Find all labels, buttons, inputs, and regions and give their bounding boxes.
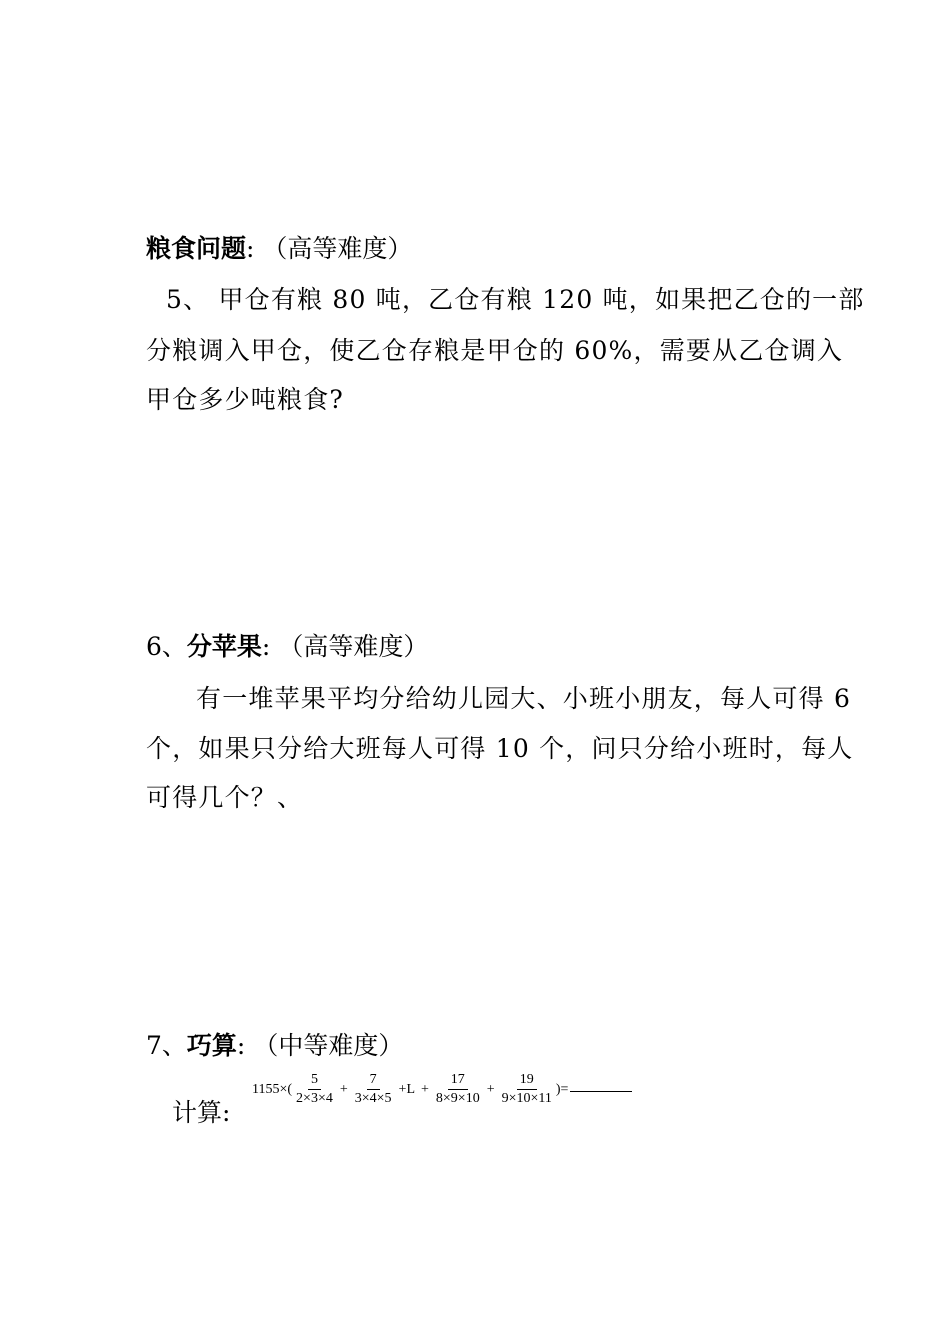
problem6-title: 分苹果 xyxy=(186,632,262,661)
problem6-number: 6、 xyxy=(146,632,187,661)
fraction-1-denominator: 2×3×4 xyxy=(296,1091,333,1106)
problem5-heading xyxy=(146,233,412,265)
formula-plus-3: + xyxy=(421,1081,429,1097)
problem6-colon: : xyxy=(261,632,271,661)
problem7-title: 巧算 xyxy=(186,1031,237,1060)
fraction-3-numerator: 17 xyxy=(448,1072,468,1090)
fraction-2-denominator: 3×4×5 xyxy=(354,1091,392,1106)
problem7-heading xyxy=(146,1030,403,1062)
problem7-formula xyxy=(252,1072,632,1107)
problem6-text-line3: 可得几个？、 xyxy=(146,783,304,812)
problem5-text-line3: 甲仓多少吨粮食? xyxy=(146,385,345,414)
formula-fraction-4 xyxy=(499,1072,555,1107)
problem5-difficulty: （高等难度） xyxy=(262,234,413,263)
problem7-number: 7、 xyxy=(146,1031,187,1060)
problem5-title: 粮食问题 xyxy=(146,234,247,263)
formula-prefix: 1155×( xyxy=(252,1081,293,1097)
fraction-1-numerator: 5 xyxy=(308,1072,321,1090)
formula-suffix: )= xyxy=(555,1081,569,1097)
problem5-text-line2: 分粮调入甲仓，使乙仓存粮是甲仓的 60%，需要从乙仓调入 xyxy=(146,336,844,365)
problem5-colon: : xyxy=(246,234,255,263)
problem6-heading xyxy=(146,631,428,663)
problem5-text-line1: 5、 甲仓有粮 80 吨，乙仓有粮 120 吨，如果把乙仓的一部 xyxy=(166,285,865,314)
fraction-3-denominator: 8×9×10 xyxy=(435,1091,480,1106)
problem6-text-line1: 有一堆苹果平均分给幼儿园大、小班小朋友，每人可得 6 xyxy=(196,684,852,713)
problem7-difficulty: （中等难度） xyxy=(253,1031,404,1060)
fraction-4-denominator: 9×10×11 xyxy=(501,1091,552,1106)
problem7-colon: : xyxy=(236,1031,246,1060)
problem6-difficulty: （高等难度） xyxy=(278,632,429,661)
formula-fraction-2 xyxy=(352,1072,395,1107)
formula-fraction-3 xyxy=(433,1072,483,1107)
formula-fraction-1 xyxy=(293,1072,336,1107)
fraction-2-numerator: 7 xyxy=(367,1072,380,1090)
formula-ellipsis-term: +L xyxy=(398,1081,415,1097)
formula-plus-1: + xyxy=(339,1081,348,1097)
fraction-4-numerator: 19 xyxy=(517,1072,537,1090)
problem6-text-line2: 个，如果只分给大班每人可得 10 个，问只分给小班时，每人 xyxy=(146,734,854,763)
formula-plus-4: + xyxy=(486,1081,495,1097)
answer-blank-line xyxy=(570,1091,632,1092)
problem7-prompt: 计算: xyxy=(172,1098,231,1127)
